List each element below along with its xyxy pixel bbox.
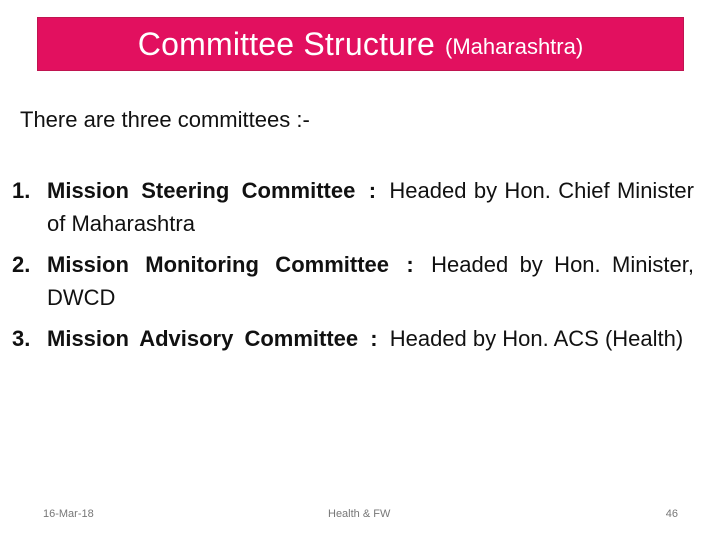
item-number: 3. [12,326,31,351]
item-separator: : [370,326,378,351]
page-number: 46 [665,508,678,520]
committee-list [12,174,694,363]
slide-subtitle: (Maharashtra) [445,34,584,59]
intro-text: There are three committees :- [20,107,310,132]
list-item [12,248,694,314]
list-item [12,322,694,355]
committee-name: Mission Monitoring Committee [47,252,389,277]
committee-name: Mission Steering Committee [47,178,356,203]
slide-title: Committee Structure [137,25,436,62]
item-separator: : [368,178,377,203]
item-number: 1. [12,178,31,203]
footer-date: 16-Mar-18 [43,508,94,520]
committee-description: Headed by Hon. ACS (Health) [389,326,684,351]
title-banner [37,17,684,71]
list-item [12,174,694,240]
item-separator: : [406,252,414,277]
item-number: 2. [12,252,31,277]
footer-center-text: Health & FW [328,508,391,520]
committee-name: Mission Advisory Committee [47,326,359,351]
committee-description: Headed by Hon. Minister, DWCD [47,252,694,310]
committee-description: Headed by Hon. Chief Minister of Maharashtra [47,178,694,236]
